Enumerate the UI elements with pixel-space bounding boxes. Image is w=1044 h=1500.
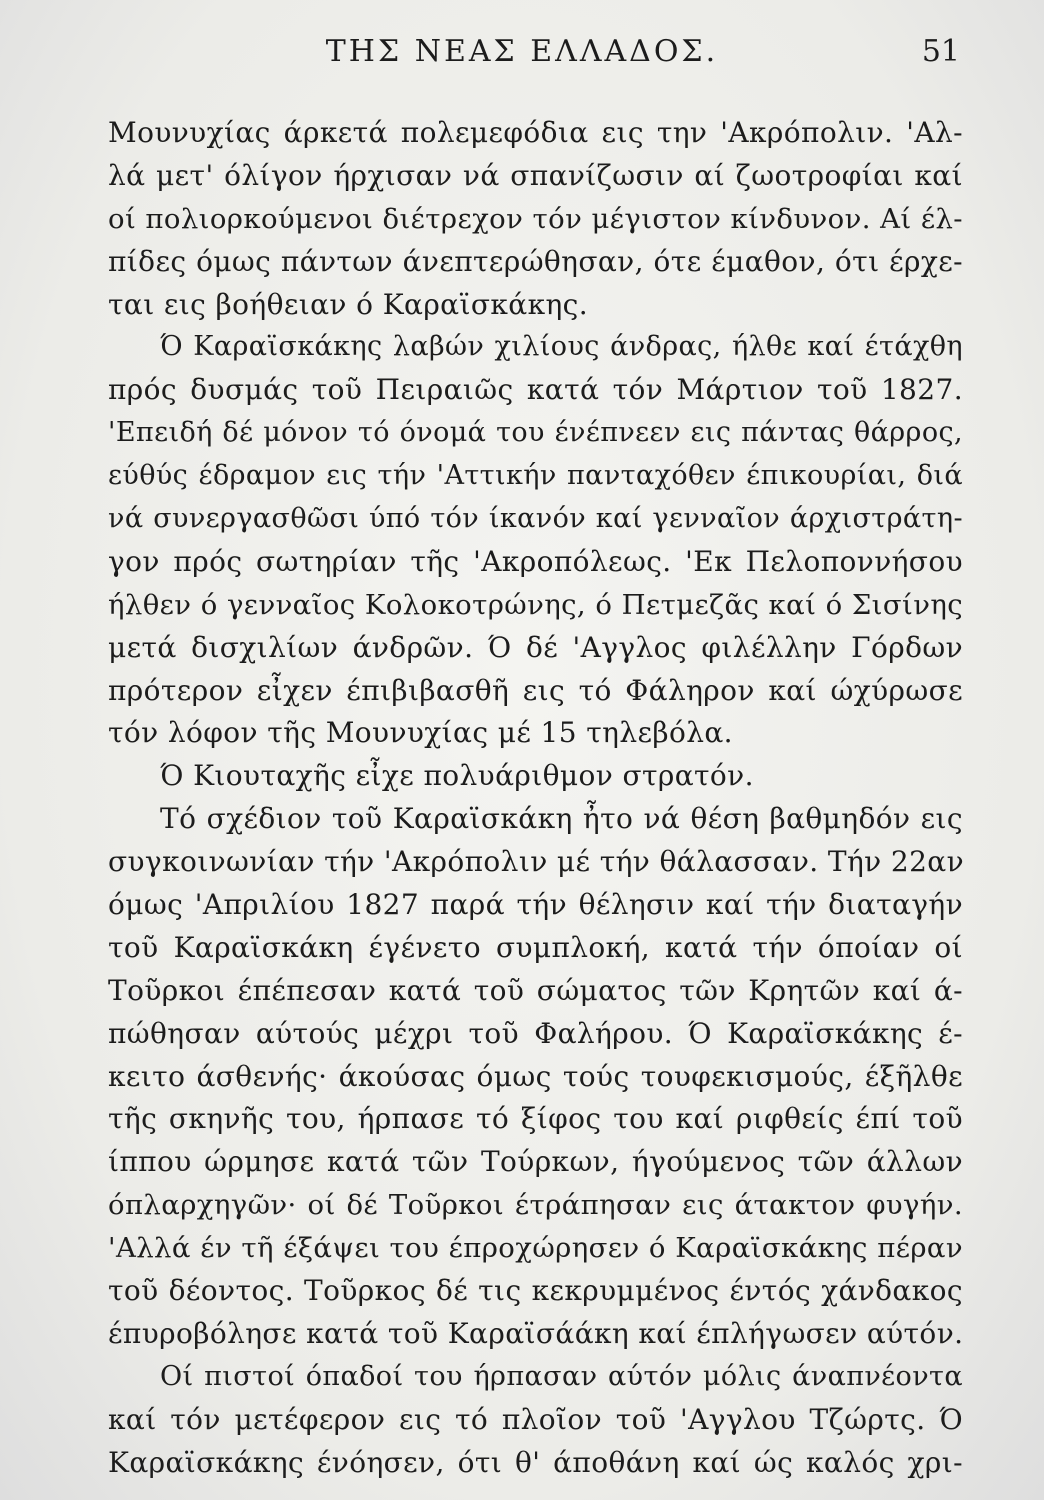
- text-line: τοῦ δέοντος. Τοῦρκος δέ τις κεκρυμμένος έντός χάνδακος: [108, 1274, 963, 1308]
- text-line: πίδες όμως πάντων άνεπτερώθησαν, ότε έμαθον, ότι έρχε-: [108, 244, 963, 278]
- running-title: ΤΗΣ ΝΕΑΣ ΕΛΛΑΔΟΣ.: [325, 34, 719, 69]
- page-number: 51: [921, 34, 960, 69]
- body-text: [108, 112, 963, 1485]
- text-line: Οί πιστοί όπαδοί του ήρπασαν αύτόν μόλις άναπνέοντα: [160, 1360, 963, 1392]
- text-line: καί τόν μετέφερον εις τό πλοῖον τοῦ 'Αγγλου Τζώρτς. Ό: [108, 1402, 963, 1436]
- text-line: πώθησαν αύτούς μέχρι τοῦ Φαλήρου. Ό Καραϊσκάκης έ-: [108, 1016, 963, 1050]
- text-line: κειτο άσθενής· άκούσας όμως τούς τουφεκισμούς, έξῆλθε: [108, 1059, 963, 1093]
- text-line: έπυροβόλησε κατά τοῦ Καραϊσάάκη καί έπλήγωσεν αύτόν.: [108, 1316, 964, 1350]
- text-line: ται εις βοήθειαν ό Καραϊσκάκης.: [108, 287, 589, 321]
- text-line: Ό Κιουταχῆς εἶχε πολυάριθμον στρατόν.: [160, 759, 754, 793]
- text-line: όμως 'Απριλίου 1827 παρά τήν θέλησιν καί τήν διαταγήν: [108, 888, 963, 922]
- text-line: ήλθεν ό γενναῖος Κολοκοτρώνης, ό Πετμεζᾶς καί ό Σισίνης: [108, 588, 963, 621]
- text-line: Ό Καραϊσκάκης λαβών χιλίους άνδρας, ήλθε καί έτάχθη: [160, 331, 963, 363]
- text-line: γον πρός σωτηρίαν τῆς 'Ακροπόλεως. 'Εκ Πελοποννήσου: [108, 544, 963, 578]
- text-line: συγκοινωνίαν τήν 'Ακρόπολιν μέ τήν θάλασσαν. Τήν 22αν: [108, 845, 965, 879]
- text-line: ίππου ώρμησε κατά τῶν Τούρκων, ήγούμενος τῶν άλλων: [108, 1145, 963, 1179]
- text-line: 'Επειδή δέ μόνον τό όνομά του ένέπνεεν εις πάντας θάρρος,: [108, 417, 963, 449]
- text-line: Καραϊσκάκης ένόησεν, ότι θ' άποθάνη καί ώς καλός χρι-: [108, 1445, 963, 1479]
- text-line: νά συνεργασθῶσι ύπό τόν ίκανόν καί γενναῖον άρχιστράτη-: [108, 503, 963, 535]
- text-line: τῆς σκηνῆς του, ήρπασε τό ξίφος του καί ριφθείς έπί τοῦ: [108, 1102, 963, 1136]
- text-line: λά μετ' όλίγον ήρχισαν νά σπανίζωσιν αί ζωοτροφίαι καί: [108, 158, 963, 192]
- text-line: οί πολιορκούμενοι διέτρεχον τόν μέγιστον κίνδυνον. Αί έλ-: [108, 202, 963, 235]
- text-line: Τό σχέδιον τοῦ Καραϊσκάκη ἦτο νά θέση βαθμηδόν εις: [160, 802, 963, 836]
- text-line: πρός δυσμάς τοῦ Πειραιῶς κατά τόν Μάρτιον τοῦ 1827.: [108, 373, 963, 407]
- text-line: τοῦ Καραϊσκάκη έγένετο συμπλοκή, κατά τήν όποίαν οί: [108, 930, 963, 964]
- text-line: Μουνυχίας άρκετά πολεμεφόδια εις την 'Ακρόπολιν. 'Αλ-: [108, 116, 963, 149]
- text-line: τόν λόφον τῆς Μουνυχίας μέ 15 τηλεβόλα.: [108, 716, 733, 750]
- page-header: [0, 28, 1044, 78]
- text-line: μετά δισχιλίων άνδρῶν. Ό δέ 'Αγγλος φιλέλλην Γόρδων: [108, 630, 963, 664]
- text-line: όπλαρχηγῶν· οί δέ Τοῦρκοι έτράπησαν εις άτακτον φυγήν.: [108, 1189, 963, 1222]
- text-line: 'Αλλά έν τῆ έξάψει του έπροχώρησεν ό Καραϊσκάκης πέραν: [108, 1232, 963, 1265]
- text-line: πρότερον εἶχεν έπιβιβασθῆ εις τό Φάληρον καί ώχύρωσε: [108, 673, 963, 707]
- text-line: Τοῦρκοι έπέπεσαν κατά τοῦ σώματος τῶν Κρητῶν καί ά-: [108, 973, 963, 1007]
- text-line: εύθύς έδραμον εις τήν 'Αττικήν πανταχόθεν έπικουρίαι, διά: [108, 460, 963, 492]
